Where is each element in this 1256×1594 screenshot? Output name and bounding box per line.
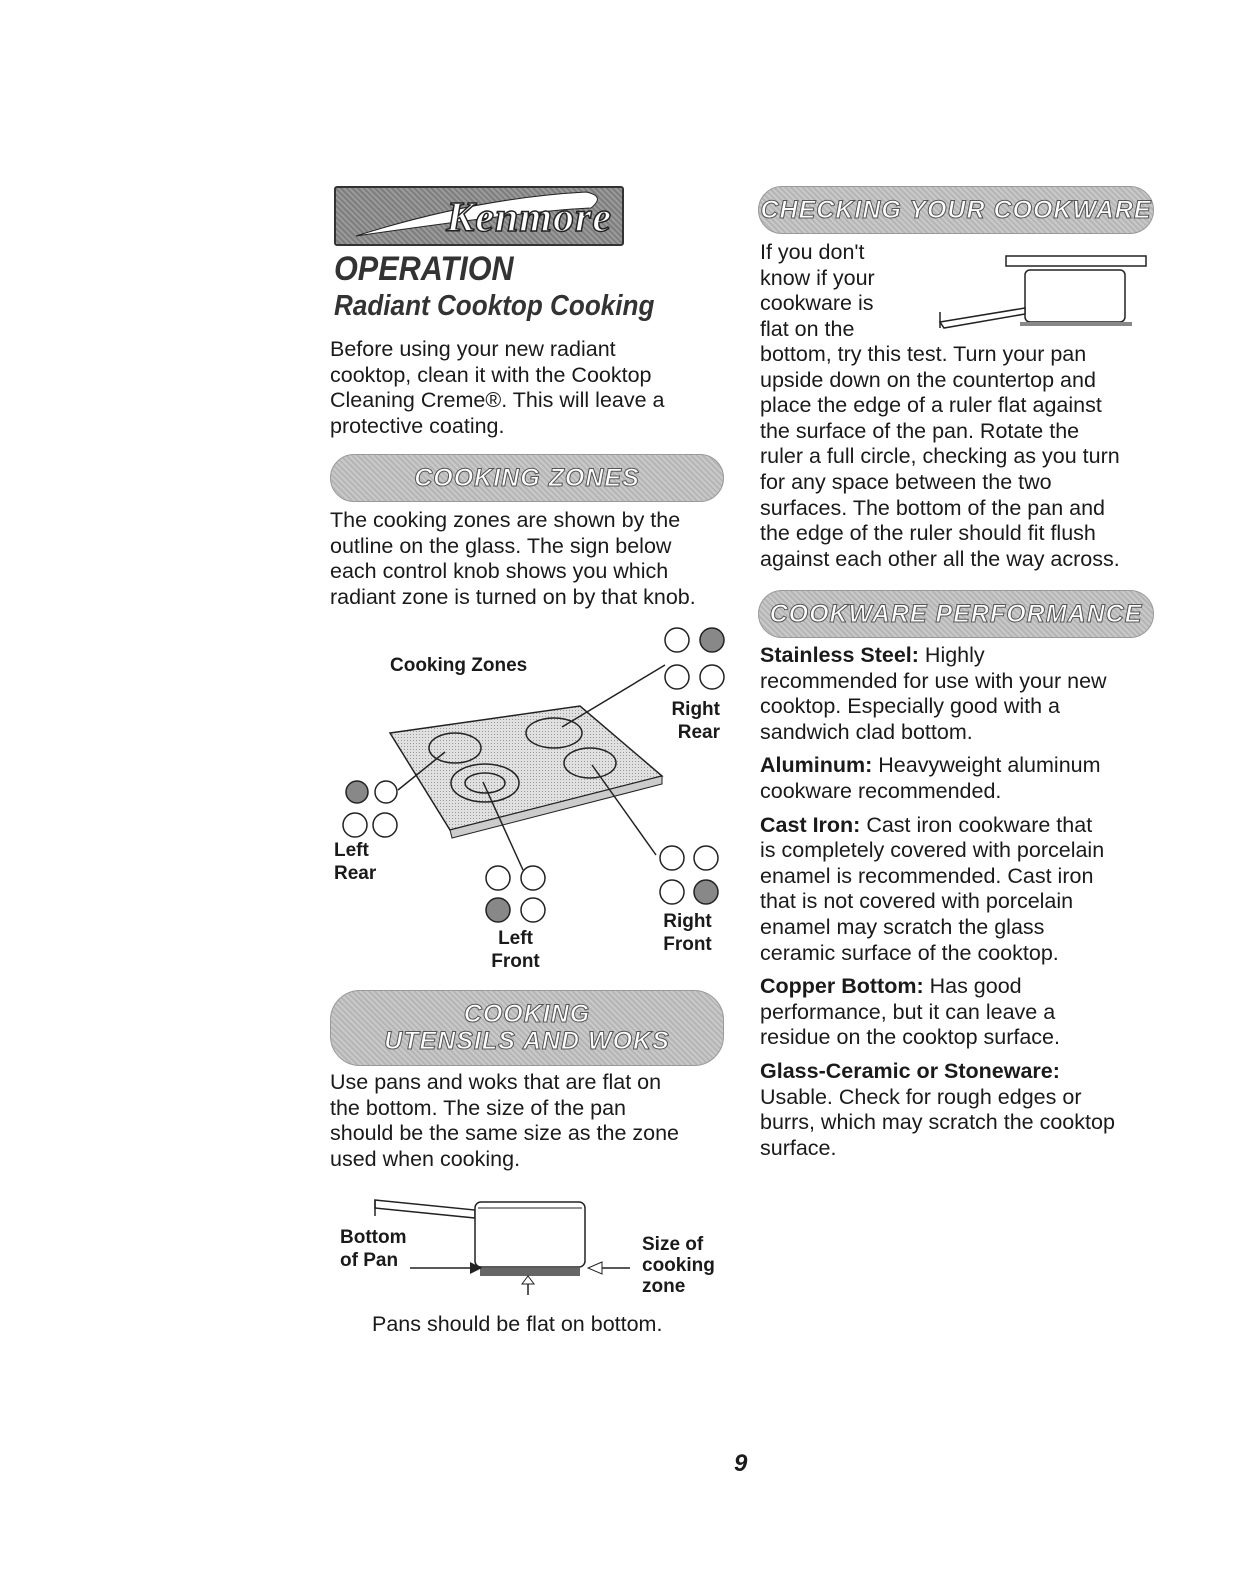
label-right-front [660,910,715,956]
text-line: outline on the glass. The sign below [330,533,672,558]
text-line: used when cooking. [330,1146,521,1171]
label-line: Front [663,934,712,955]
diagram-title: Cooking Zones [390,655,528,676]
text-line: Usable. Check for rough edges or [760,1084,1082,1109]
label-line: zone [642,1276,686,1297]
page-title: OPERATION [334,250,514,288]
text-line: the bottom. The size of the pan [330,1095,627,1120]
text-line: cooktop. Especially good with a [760,694,1060,719]
term: Glass-Ceramic or Stoneware: [760,1058,1060,1083]
intro-paragraph [330,337,665,439]
text-line: enamel is recommended. Cast iron [760,863,1094,888]
banner-text: COOKING ZONES [414,463,640,492]
label-line: Left [334,840,369,861]
label-left-rear [334,839,376,885]
label-right-rear [665,698,720,744]
label-line: Bottom [340,1227,407,1248]
text-line: The cooking zones are shown by the [330,508,681,532]
text-line: the edge of the ruler should fit flush [760,521,1096,546]
text-line: against each other all the way across. [760,546,1120,571]
text-line: enamel may scratch the glass [760,914,1045,939]
label-size-of-zone [642,1234,715,1297]
text-line: place the edge of a ruler flat against [760,393,1102,418]
label-line: Size of [642,1234,704,1255]
text-line: is completely covered with porcelain [760,838,1105,863]
text-line: each control knob shows you which [330,559,669,584]
cookware-performance-banner [758,590,1154,638]
text-line: Has good [923,974,1022,999]
label-bottom-of-pan [340,1226,406,1272]
label-left-front [488,927,543,973]
text-line: recommended for use with your new [760,668,1107,693]
text-line: cookware is [760,291,874,316]
logo-text: Kenmore [446,195,612,241]
banner-text: CHECKING YOUR COOKWARE [760,195,1152,224]
performance-item-stainless [760,643,1160,745]
pan-caption: Pans should be flat on bottom. [372,1312,663,1336]
text-line: that is not covered with porcelain [760,889,1074,914]
label-line: Rear [334,863,377,884]
label-line: cooking [642,1255,715,1276]
performance-item-aluminum [760,753,1160,804]
text-line: know if your [760,265,875,290]
page-subtitle: Radiant Cooktop Cooking [334,290,655,322]
page-number: 9 [734,1450,748,1477]
label-line: Front [491,951,540,972]
text-line: If you don't [760,240,865,264]
checking-short-lines [760,240,875,342]
utensils-banner [330,990,724,1066]
ruler-test-illustration [930,250,1150,330]
label-line: Rear [677,722,720,743]
text-line: cookware recommended. [760,778,1002,803]
pan-diagram [330,1190,730,1310]
text-line: surface. [760,1135,837,1160]
text-line: ruler a full circle, checking as you turn [760,444,1120,469]
text-line: Before using your new radiant [330,337,616,361]
cooking-zones-paragraph [330,508,696,610]
text-line: sandwich clad bottom. [760,719,973,744]
label-line: Right [671,699,720,720]
text-line: performance, but it can leave a [760,999,1056,1024]
text-line: ceramic surface of the cooktop. [760,940,1059,965]
text-line: protective coating. [330,413,505,438]
text-line: cooktop, clean it with the Cooktop [330,362,652,387]
term: Aluminum: [760,753,873,778]
text-line: residue on the cooktop surface. [760,1025,1060,1050]
performance-list [760,643,1160,1161]
text-line: burrs, which may scratch the cooktop [760,1110,1115,1135]
text-line: upside down on the countertop and [760,367,1096,392]
performance-item-copper [760,974,1160,1051]
utensils-paragraph [330,1070,679,1172]
cooking-zones-diagram [320,620,740,980]
text-line: the surface of the pan. Rotate the [760,418,1080,443]
banner-text: COOKWARE PERFORMANCE [769,599,1143,628]
banner-text: COOKING [463,1000,591,1028]
banner-text: UTENSILS AND WOKS [384,1027,670,1055]
text-line: Use pans and woks that are flat on [330,1070,662,1094]
text-line: Highly [918,643,985,667]
checking-paragraph [760,342,1120,572]
text-line: surfaces. The bottom of the pan and [760,495,1106,520]
text-line: Heavyweight aluminum [872,753,1101,778]
text-line: Cleaning Creme®. This will leave a [330,388,665,413]
performance-item-glass-ceramic [760,1059,1160,1161]
label-line: Left [498,928,533,949]
kenmore-logo [334,186,624,246]
label-line: of Pan [340,1250,399,1271]
term: Copper Bottom: [760,974,924,999]
text-line: flat on the [760,316,855,341]
text-line: Cast iron cookware that [860,812,1093,837]
checking-cookware-banner [758,186,1154,234]
label-line: Right [663,911,712,932]
term: Cast Iron: [760,812,861,837]
performance-item-cast-iron [760,813,1160,967]
term: Stainless Steel: [760,643,919,667]
text-line: bottom, try this test. Turn your pan [760,342,1087,366]
text-line: for any space between the two [760,469,1052,494]
cooking-zones-banner [330,454,724,502]
text-line: should be the same size as the zone [330,1121,679,1146]
text-line: radiant zone is turned on by that knob. [330,584,696,609]
